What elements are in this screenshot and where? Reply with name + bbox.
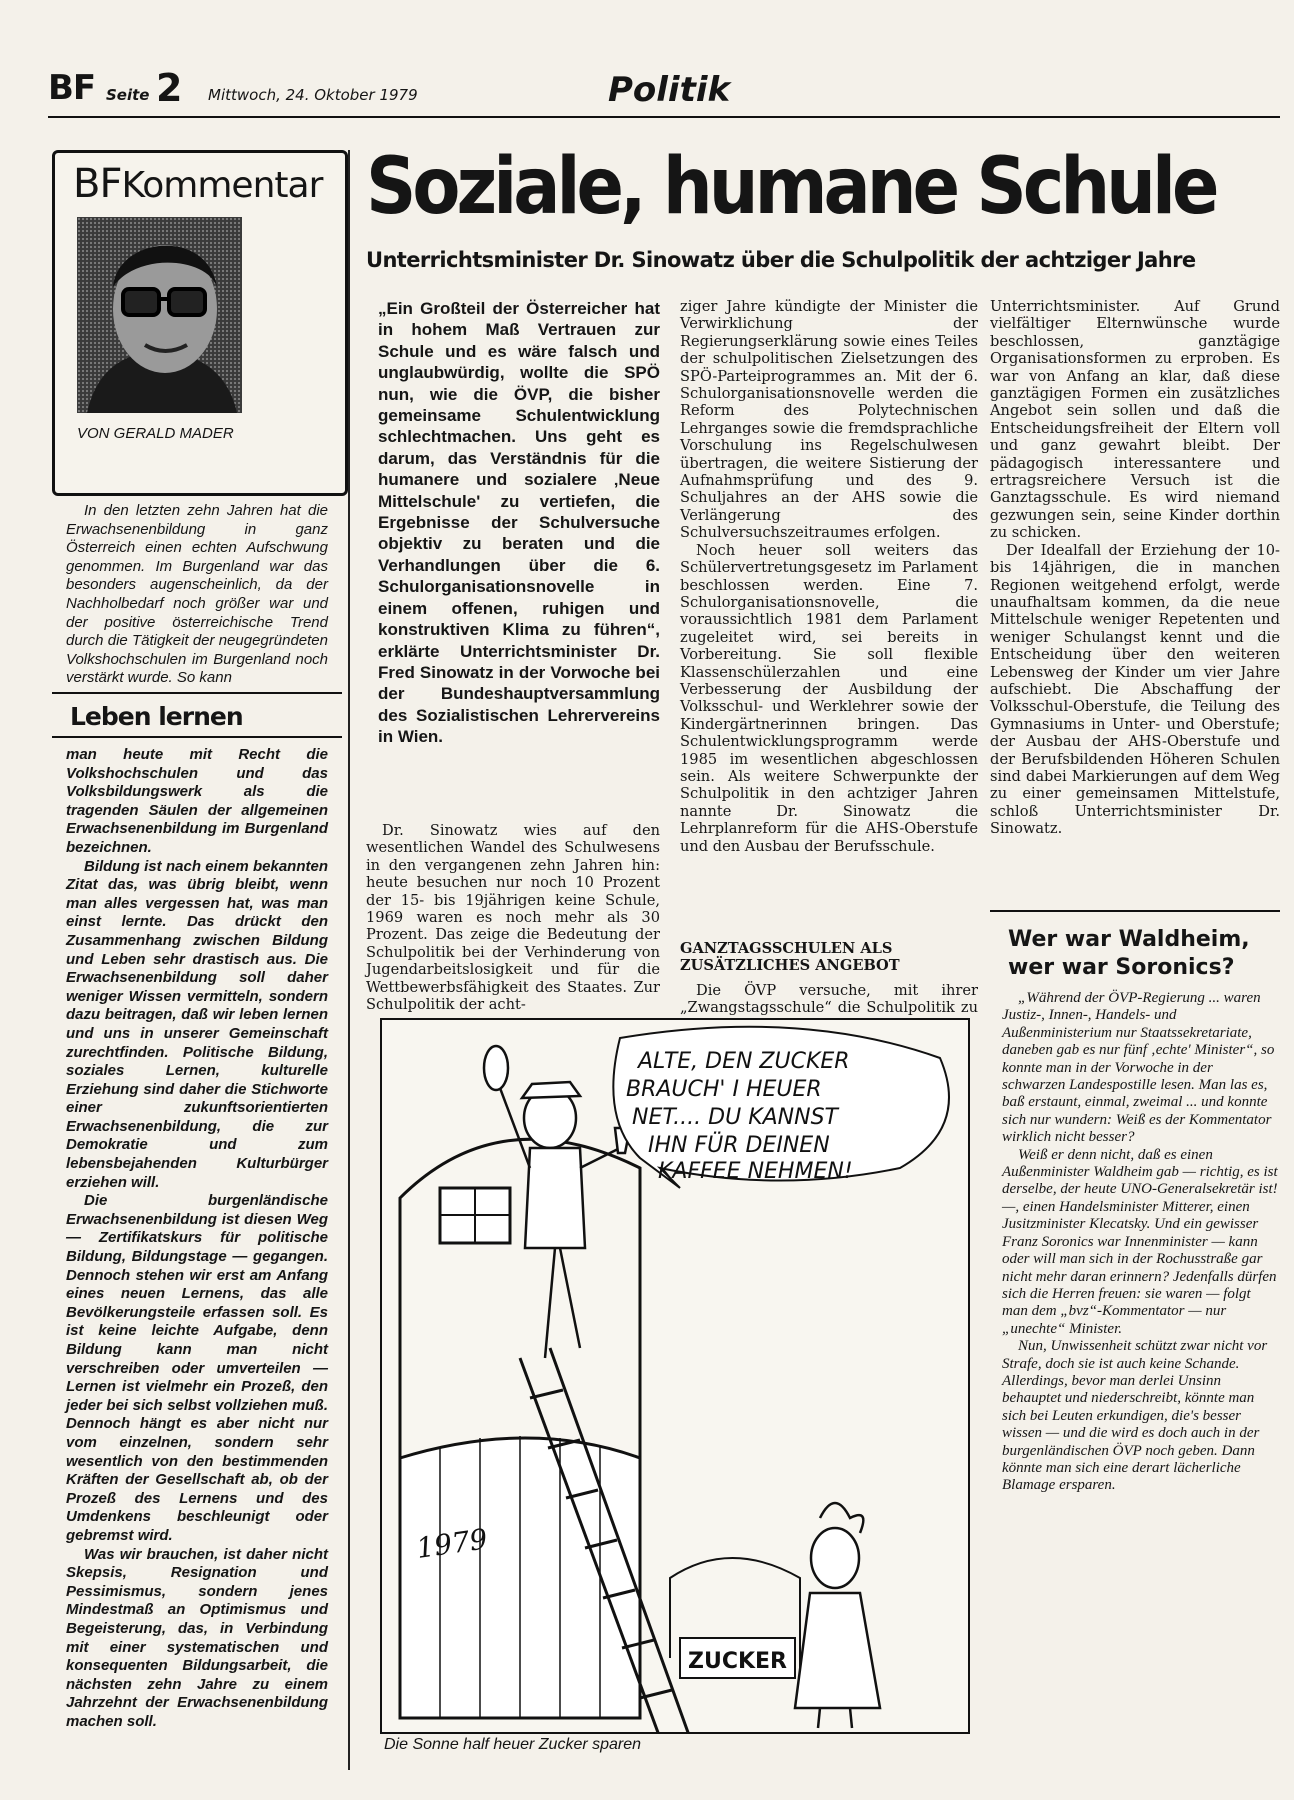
divider — [52, 736, 342, 738]
article-headline: Soziale, humane Schule — [366, 140, 1216, 232]
masthead — [48, 64, 1280, 118]
article-paragraph: Der Idealfall der Erziehung der 10- bis 14jährigen, die in manchen Regionen weitgehend erfolgt, werde unaufhaltsam kommen, da die neue Mittelschule weniger Repetenten und weniger Schulangst kennt und die Entscheidung über den weiteren Lebensweg der Kinder um vier Jahre aufschiebt. Die Abschaffung der Volksschul-Oberstufe, die Teilung des Gymnasiums in Unter- und Oberstufe; der Ausbau der AHS-Oberstufe und der Berufsbildenden Höheren Schulen sind dabei Markierungen auf dem Weg zu einer gemeinsamen Mittelstufe, schloß Unterrichtsminister Dr. Sinowatz. — [990, 541, 1280, 838]
divider — [990, 910, 1280, 912]
bubble-text: IHN FÜR DEINEN — [648, 1133, 830, 1158]
cartoon-caption: Die Sonne half heuer Zucker sparen — [384, 1736, 642, 1753]
kommentar-title-rest: Kommentar — [121, 165, 323, 206]
kommentar-paragraph: Bildung ist nach einem bekannten Zitat das, was übrig bleibt, wenn man alles vergessen hat, was man einst lernte. Das drückt den Zusammenhang zwischen Bildung und Leben sehr drastisch aus. Die Erwachsenenbildung soll daher weniger Wissen vermitteln, sondern dazu beitragen, daß wir leben lernen und uns in unserer Gemeinschaft zurechtfinden. Politische Bildung, soziales Lernen, kulturelle Erziehung sind daher die Stichworte einer zukunftsorientierten Erwachsenenbildung, die zur Demokratie und zum lebensbejahenden Kulturbürger erziehen will. — [66, 857, 328, 1191]
bf-logo: BF — [48, 68, 96, 108]
bubble-text: ALTE, DEN ZUCKER — [638, 1049, 850, 1074]
page-label: Seite — [106, 86, 150, 104]
issue-date: Mittwoch, 24. Oktober 1979 — [208, 86, 418, 104]
kommentar-intro — [66, 502, 328, 688]
waldheim-paragraph: Nun, Unwissenheit schützt zwar nicht vor Strafe, doch sie ist auch keine Schande. Allerdings, bevor man derlei Unsinn behauptet und niederschreibt, könnte man sich bei Leuten erkundigen, die's besser wissen — und die wird es doch auch in der burgenländischen ÖVP noch geben. Dann könnte man sich eine derart lächerliche Blamage ersparen. — [1002, 1338, 1268, 1494]
section-title: Politik — [608, 70, 731, 110]
article-paragraph: Dr. Sinowatz wies auf den wesentlichen Wandel des Schulwesens in den vergangenen zehn Jahren hin: heute besuchen nur noch 10 Prozent der 15- bis 19jährigen keine Schule, 1969 waren es noch mehr als 30 Prozent. Das zeige die Bedeutung der Schulpolitik bei der Verhinderung von Jugendarbeitslosigkeit und für die Wettbewerbsfähigkeit des Staates. Zur Schulpolitik der acht- — [366, 822, 660, 1014]
kommentar-title — [73, 161, 322, 207]
waldheim-title-line: Wer war Waldheim, — [1008, 927, 1250, 952]
bubble-text: BRAUCH' I HEUER — [626, 1077, 822, 1102]
article-paragraph: Die ÖVP versuche, mit ihrer „Zwangstagsschule“ die Schulpolitik zu — [680, 982, 978, 1017]
cartoon-illustration — [380, 1018, 970, 1734]
waldheim-body — [1002, 990, 1278, 1495]
waldheim-paragraph: Weiß er denn nicht, daß es einen Außenminister Waldheim gab — richtig, es ist derselbe, der heute UNO-Generalsekretär ist! —, einen Handelsminister Mitterer, einen Jusitzminister Klecatsky. Und ein gewisser Franz Soronics war Innenminister — kann oder will man sich in der Rochusstraße gar nicht mehr daran erinnern? Jedenfalls dürfen sich die Herren freuen: sie waren — folgt man dem „bvz“-Kommentator — nur „unechte“ Minister. — [1002, 1146, 1278, 1337]
kommentar-paragraph: Was wir brauchen, ist daher nicht Skepsis, Resignation und Pessimismus, sondern jenes Mindestmaß an Optimismus und Begeisterung, das, in Verbindung mit einer systematischen und konsequenten Bildungsarbeit, die nächsten zehn Jahre zu einem Jahrzehnt der Erwachsenenbildung machen soll. — [66, 1545, 328, 1730]
sack-label: ZUCKER — [688, 1649, 787, 1674]
author-portrait-image — [77, 217, 242, 413]
article-section-head: GANZTAGSSCHULEN ALS ZUSÄTZLICHES ANGEBOT — [680, 940, 900, 974]
article-paragraph: ziger Jahre kündigte der Minister die Verwirklichung der Regierungserklärung sowie eines Teiles der schulpolitischen Zielsetzungen des SPÖ-Parteiprogrammes an. Mit der 6. Schulorganisationsnovelle werden die Reform des Polytechnischen Lehrganges sowie die fremdsprachliche Vorschulung ins Regelschulwesen übertragen, die weitere Sistierung der Aufnahmsprüfung und des 9. Schuljahres an der AHS sowie die Verlängerung des Schulversuchszeitraumes erfolgen. — [680, 298, 978, 542]
article-lead: „Ein Großteil der Österreicher hat in hohem Maß Vertrauen zur Schule und es wäre falsch und unglaubwürdig, wollte die SPÖ nun, wie die ÖVP, die bisher gemeinsame Schulentwicklung schlechtmachen. Uns geht es darum, das Verständnis für die humanere und sozialere ‚Neue Mittelschule' zu vertiefen, die Ergebnisse der Schulversuche objektiv zu beraten und die Verhandlungen über die 6. Schulorganisationsnovelle in einem offenen, ruhigen und konstruktiven Klima zu führen“, erklärte Unterrichtsminister Dr. Fred Sinowatz in der Vorwoche bei der Bundeshauptversammlung des Sozialistischen Lehrervereins in Wien. — [378, 299, 660, 747]
kommentar-intro-text: In den letzten zehn Jahren hat die Erwachsenenbildung in ganz Österreich einen echten Aufschwung genommen. Im Burgenland war das besonders augenscheinlich, da der Nachholbedarf noch größer war und der positive österreichische Trend durch die Tätigkeit der neugegründeten Volkshochschulen im Burgenland noch verstärkt wurde. So kann — [66, 502, 328, 687]
kommentar-paragraph: Die burgenländische Erwachsenenbildung ist diesen Weg — Zertifikatskurs für politische Bildung, Bildungstage — gegangen. Dennoch stehen wir erst am Anfang eines neuen Lernens, das alle Bevölkerungsteile erfassen soll. Es ist keine leichte Aufgabe, denn Bildung kann man nicht verschreiben oder umverteilen — Lernen ist vielmehr ein Prozeß, den jeder bei sich selbst vollziehen muß. Dennoch hängt es aber nicht nur vom einzelnen, sondern sehr wesentlich von den bestimmenden Kräften der Gesellschaft ab, ob der Prozeß des Lernens und des Umdenkens beschleunigt oder gebremst wird. — [66, 1192, 328, 1544]
column-divider — [348, 150, 350, 1770]
kommentar-paragraph: man heute mit Recht die Volkshochschulen und das Volksbildungswerk als die tragenden Säulen der allgemeinen Erwachsenenbildung im Burgenland bezeichnen. — [66, 746, 328, 856]
page-number: 2 — [156, 66, 183, 110]
author-byline: VON GERALD MADER — [77, 425, 234, 442]
bubble-text: NET.... DU KANNST — [632, 1105, 838, 1130]
bubble-text: KAFFEE NEHMEN! — [658, 1159, 853, 1184]
article-body-col1 — [366, 822, 660, 1013]
kommentar-title-bf: BF — [73, 161, 122, 207]
article-subheadline: Unterrichtsminister Dr. Sinowatz über die Schulpolitik der achtziger Jahre — [366, 248, 1196, 272]
kommentar-body — [66, 746, 328, 1731]
waldheim-title-line: wer war Soronics? — [1008, 955, 1235, 980]
kommentar-subhead: Leben lernen — [70, 702, 243, 731]
article-paragraph: Noch heuer soll weiters das Schülervertretungsgesetz im Parlament beschlossen werden. Eine 7. Schulorganisationsnovelle, die voraussichtlich 1981 dem Parlament zugeleitet wird, sei bereits in Vorbereitung. Sie soll flexible Klassenschülerzahlen und eine Verbesserung der Ausbildung der Volksschul- und Werklehrer sowie der Kindergärtnerinnen bringen. Das Schulentwicklungsprogramm werde 1985 im wesentlichen abgeschlossen sein. Als weitere Schwerpunkte der Schulpolitik in den achtziger Jahren nannte Dr. Sinowatz die Lehrplanreform für die AHS-Oberstufe und den Ausbau der Berufsschule. — [680, 541, 978, 855]
waldheim-title — [1008, 926, 1250, 982]
divider — [52, 692, 342, 694]
article-body-col3 — [990, 298, 1280, 838]
article-paragraph: Unterrichtsminister. Auf Grund vielfältiger Elternwünsche wurde beschlossen, ganztägige Organisationsformen zu erproben. Es war von Anfang an klar, daß diese ganztägigen Formen ein zusätzliches Angebot sein sollen und daß die Entscheidungsfreiheit der Eltern voll und ganz gewahrt bleibt. Der pädagogisch interessantere und ertragsreichere Versuch ist die Ganztagsschule. Es wird niemand gezwungen sein, seine Kinder dorthin zu schicken. — [990, 298, 1280, 542]
barrel-year: 1979 — [414, 1522, 490, 1565]
waldheim-paragraph: „Während der ÖVP-Regierung ... waren Justiz-, Innen-, Handels- und Außenministerium nur Staatssekretariate, daneben gab es nur fünf ‚echte' Minister“, so konnte man in der Vorwoche in der schwarzen Landespostille lesen. Man las es, baß erstaunt, einmal, zweimal ... und konnte sich nur wundern: Weiß es der Kommentator wirklich nicht besser? — [1002, 990, 1275, 1146]
kommentar-box — [52, 150, 348, 496]
article-body-col2 — [680, 298, 978, 855]
